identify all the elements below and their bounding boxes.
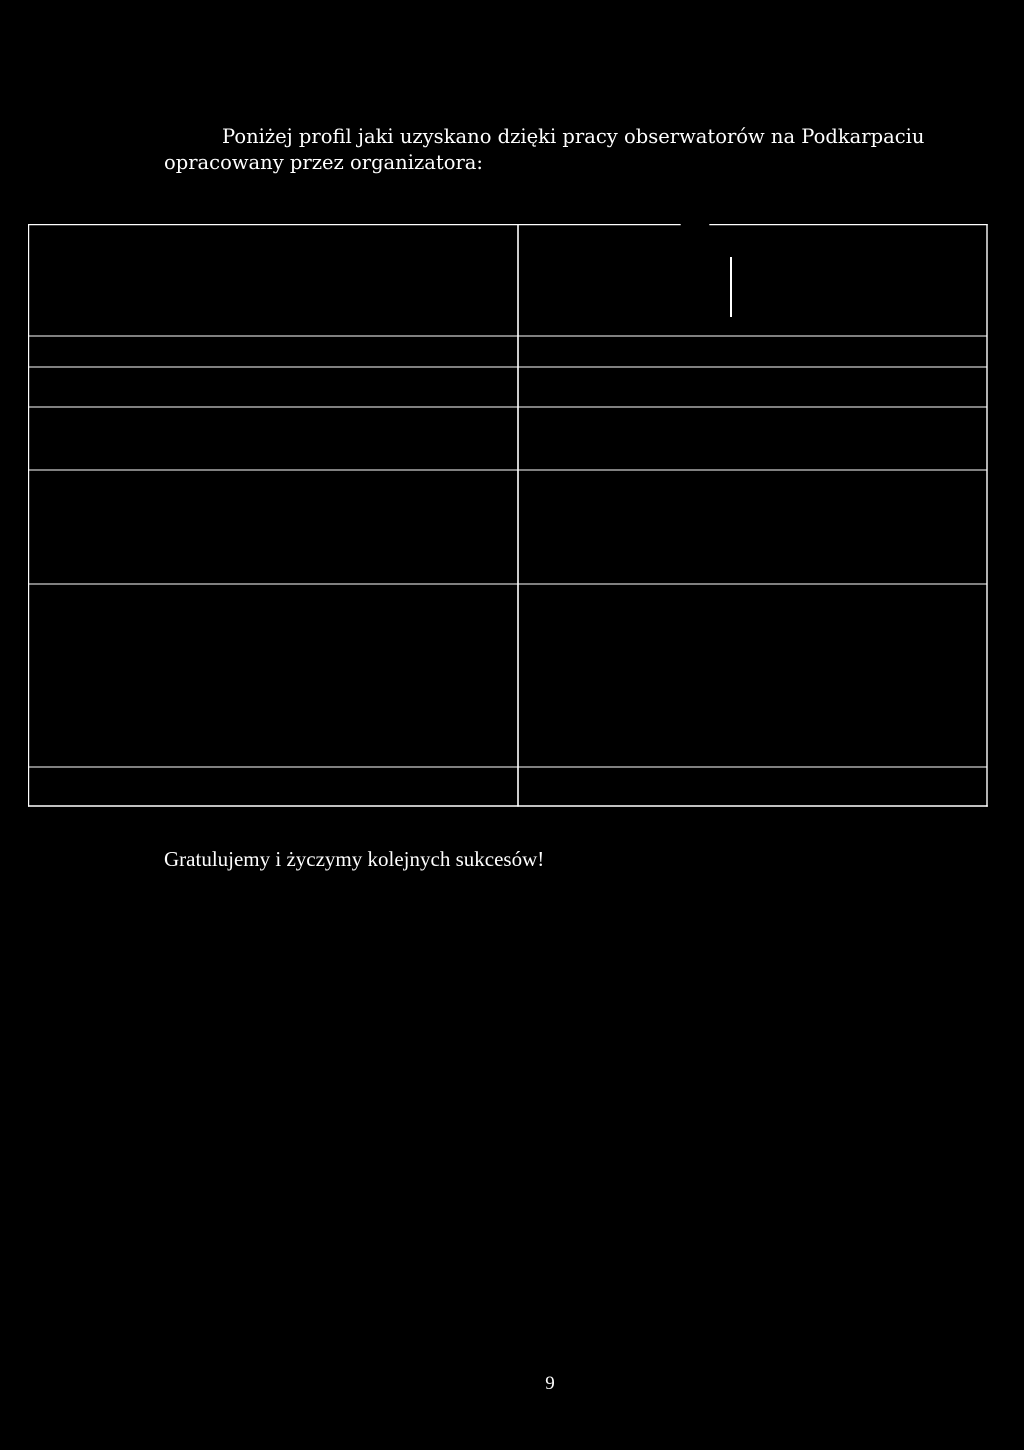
closing-message: Gratulujemy i życzymy kolejnych sukcesów! <box>164 847 545 871</box>
profile-table <box>28 224 988 807</box>
profile-table-grid <box>28 224 988 807</box>
page-number: 9 <box>545 1373 555 1394</box>
intro-line-2: opracowany przez organizatora: <box>164 151 483 174</box>
intro-line-1: Poniżej profil jaki uzyskano dzięki pracy obserwatorów na Podkarpaciu <box>222 125 925 148</box>
intro-paragraph <box>164 124 925 176</box>
